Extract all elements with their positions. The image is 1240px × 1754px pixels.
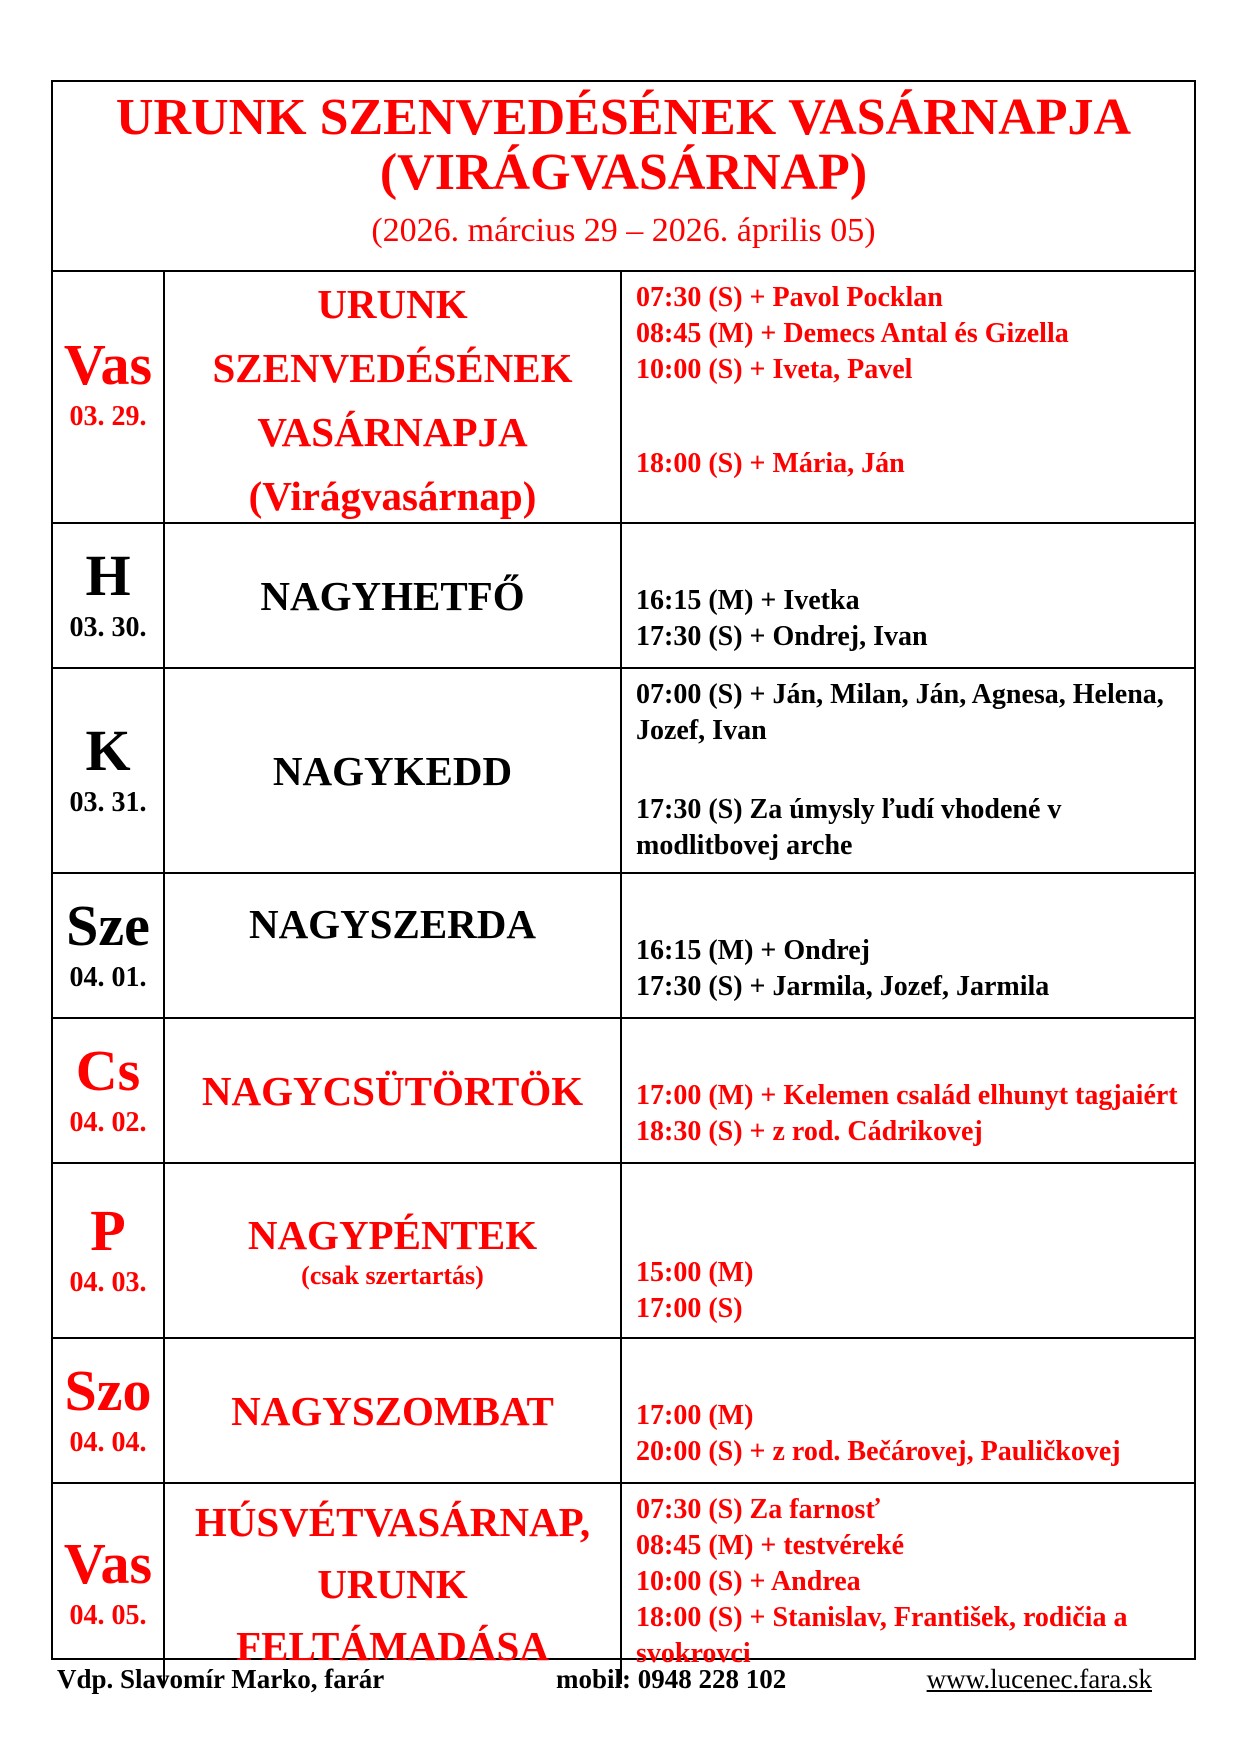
day-name-cell <box>165 272 622 528</box>
table-header <box>53 82 1194 272</box>
mass-times-cell <box>622 1484 1194 1684</box>
mass-time: 18:30 (S) + z rod. Cádrikovej <box>636 1116 983 1147</box>
table-row <box>53 272 1194 524</box>
mass-time: 17:30 (S) Za úmysly ľudí vhodené v modlitbovej arche <box>636 794 1062 861</box>
footer-phone: mobil: 0948 228 102 <box>556 1664 787 1694</box>
day-abbr: P <box>90 1197 126 1263</box>
day-name: NAGYKEDD <box>272 747 513 794</box>
day-abbr: Sze <box>66 892 150 958</box>
page-footer <box>51 1662 1196 1698</box>
day-name-cell <box>165 1019 622 1162</box>
day-abbr: K <box>85 717 131 783</box>
table-row <box>53 874 1194 1019</box>
mass-time: 07:30 (S) Za farnosť <box>636 1494 881 1525</box>
day-cell <box>53 1484 165 1684</box>
day-name: NAGYCSÜTÖRTÖK <box>201 1067 584 1114</box>
mass-times-bottom <box>636 446 1184 482</box>
day-abbr: Vas <box>63 332 153 397</box>
mass-time: 16:15 (M) + Ondrej <box>636 935 870 966</box>
table-row <box>53 669 1194 874</box>
day-name-note: (csak szertartás) <box>301 1260 484 1290</box>
mass-time: 18:00 (S) + Mária, Ján <box>636 448 905 479</box>
day-cell <box>53 874 165 1017</box>
day-name: URUNK FELTÁMADÁSA <box>236 1561 549 1669</box>
footer-priest-name: Vdp. Slavomír Marko, farár <box>57 1664 385 1694</box>
day-date: 04. 05. <box>69 1600 147 1631</box>
day-cell <box>53 1339 165 1482</box>
day-name: NAGYSZERDA <box>248 900 537 947</box>
day-date: 03. 29. <box>69 401 147 432</box>
footer-website-link[interactable]: www.lucenec.fara.sk <box>926 1664 1152 1694</box>
mass-times-bottom <box>636 583 1184 655</box>
day-date: 04. 03. <box>69 1266 147 1298</box>
day-name-cell <box>165 669 622 872</box>
day-date: 04. 02. <box>69 1106 147 1138</box>
day-date: 03. 31. <box>69 786 147 818</box>
table-row <box>53 1019 1194 1164</box>
mass-time: 17:00 (M) <box>636 1400 754 1431</box>
day-name-cell <box>165 1339 622 1482</box>
mass-time: 07:30 (S) + Pavol Pocklan <box>636 282 943 313</box>
mass-time: 17:30 (S) + Jarmila, Jozef, Jarmila <box>636 971 1050 1002</box>
day-abbr: Vas <box>63 1531 153 1596</box>
mass-time: 16:15 (M) + Ivetka <box>636 585 860 616</box>
mass-time: 08:45 (M) + testvéreké <box>636 1530 905 1561</box>
mass-times-cell <box>622 874 1194 1017</box>
mass-times-cell <box>622 272 1194 528</box>
day-date: 03. 30. <box>69 611 147 643</box>
mass-times-cell <box>622 524 1194 667</box>
schedule-table <box>51 80 1196 1669</box>
day-name-cell <box>165 874 622 1017</box>
mass-time: 20:00 (S) + z rod. Bečárovej, Pauličkovej <box>636 1436 1121 1467</box>
mass-times-top <box>636 677 1184 749</box>
mass-time: 08:45 (M) + Demecs Antal és Gizella <box>636 318 1069 349</box>
day-name-cell <box>165 1164 622 1337</box>
day-abbr: H <box>85 542 131 608</box>
mass-times-cell <box>622 669 1194 872</box>
mass-times-bottom <box>636 933 1184 1005</box>
table-row <box>53 1164 1194 1339</box>
mass-time: 07:00 (S) + Ján, Milan, Ján, Agnesa, Helena, Jozef, Ivan <box>636 679 1164 746</box>
mass-times-bottom <box>636 1078 1184 1150</box>
day-cell <box>53 1164 165 1337</box>
day-name-cell <box>165 524 622 667</box>
day-abbr: Cs <box>75 1037 141 1103</box>
mass-time: 17:00 (M) + Kelemen család elhunyt tagjaiért <box>636 1080 1178 1111</box>
day-name: HÚSVÉTVASÁRNAP, <box>194 1499 591 1545</box>
day-name: NAGYSZOMBAT <box>231 1387 554 1434</box>
day-date: 04. 01. <box>69 961 147 993</box>
mass-times-top <box>636 1492 1184 1600</box>
day-name: URUNK <box>317 281 468 327</box>
mass-time: 17:30 (S) + Ondrej, Ivan <box>636 621 928 652</box>
mass-times-cell <box>622 1164 1194 1337</box>
mass-time: 10:00 (S) + Andrea <box>636 1566 861 1597</box>
page-title-line2: (VIRÁGVASÁRNAP) <box>379 144 868 201</box>
mass-times-bottom <box>636 1398 1184 1470</box>
day-cell <box>53 1019 165 1162</box>
day-cell <box>53 272 165 528</box>
day-name: SZENVEDÉSÉNEK <box>212 345 573 391</box>
day-name: (Virágvasárnap) <box>248 473 537 519</box>
day-cell <box>53 524 165 667</box>
mass-times-bottom <box>636 1255 1184 1327</box>
day-name-cell <box>165 1484 622 1684</box>
page-title-line1: URUNK SZENVEDÉSÉNEK VASÁRNAPJA <box>115 89 1132 146</box>
day-abbr: Szo <box>64 1357 152 1423</box>
mass-times-bottom <box>636 792 1184 864</box>
mass-times-cell <box>622 1339 1194 1482</box>
table-row <box>53 1484 1194 1669</box>
day-name: NAGYPÉNTEK <box>247 1211 538 1258</box>
day-name: NAGYHETFŐ <box>260 572 525 619</box>
mass-time: 17:00 (S) <box>636 1293 743 1324</box>
day-name: VASÁRNAPJA <box>257 409 528 455</box>
table-row <box>53 1339 1194 1484</box>
date-range-subtitle: (2026. március 29 – 2026. április 05) <box>371 212 876 249</box>
mass-time: 10:00 (S) + Iveta, Pavel <box>636 354 913 385</box>
table-row <box>53 524 1194 669</box>
mass-time: 15:00 (M) <box>636 1257 754 1288</box>
mass-times-cell <box>622 1019 1194 1162</box>
mass-times-top <box>636 280 1184 388</box>
day-cell <box>53 669 165 872</box>
mass-time: 18:00 (S) + Stanislav, František, rodičia a svokrovci <box>636 1602 1128 1669</box>
day-date: 04. 04. <box>69 1426 147 1458</box>
